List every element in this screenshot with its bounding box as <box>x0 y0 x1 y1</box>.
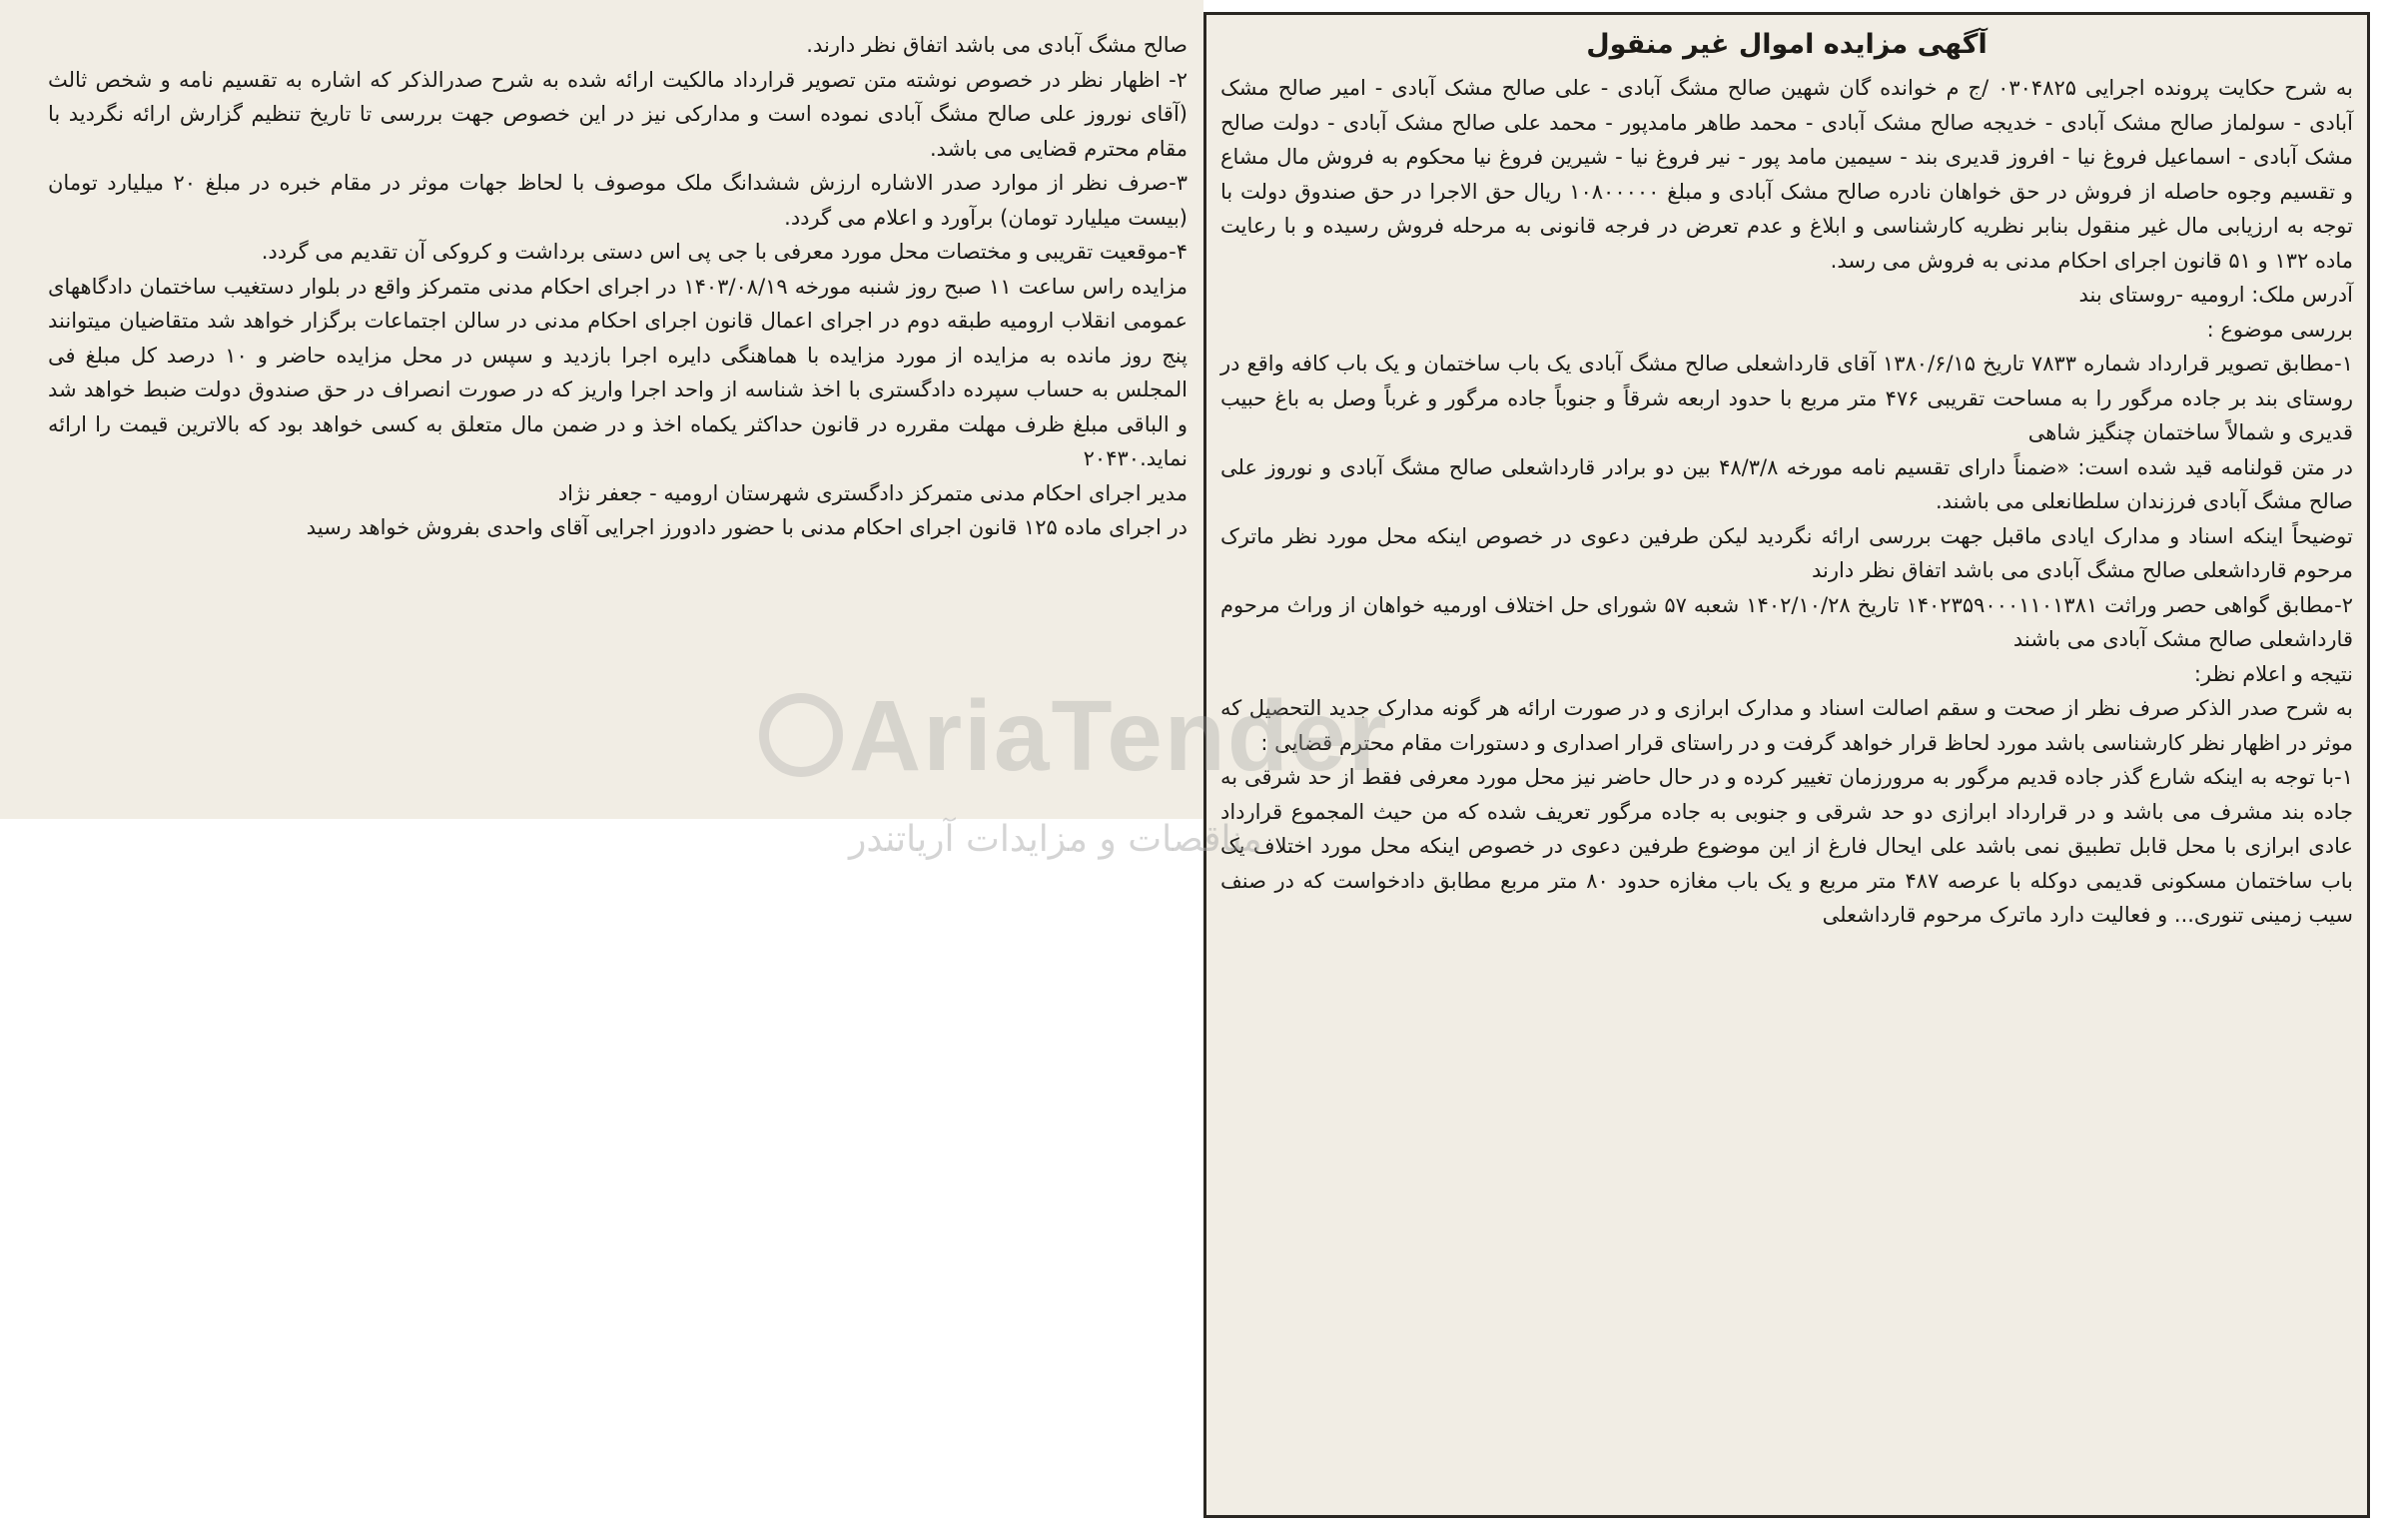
notice-title: آگهی مزایده اموال غیر منقول <box>1586 29 1987 60</box>
review-item-2: ۲-مطابق گواهی حصر وراثت ۱۴۰۲۳۵۹۰۰۰۱۱۰۱۳۸۱ تاریخ ۱۴۰۲/۱۰/۲۸ شعبه ۵۷ شورای حل اختلاف اورمیه خواهان از وراث مرحوم قارداشعلی صالح مشک آبادی می باشند <box>1220 592 2353 651</box>
conclusion-item-4: ۴-موقعیت تقریبی و مختصات محل مورد معرفی با جی پی اس دستی برداشت و کروکی آن تقدیم می گردد. <box>261 240 1188 264</box>
auction-details-paragraph: مزایده راس ساعت ۱۱ صبح روز شنبه مورخه ۱۴۰۳/۰۸/۱۹ در اجرای احکام مدنی متمرکز واقع در بلوار دستغیب ساختمان دادگاههای عمومی انقلاب ارومیه طبقه دوم در اجرای اعمال قانون اجرای احکام مدنی در سالن اجتماعات برگزار خواهد شد متقاضیان میتوانند پنج روز مانده به مزایده از مورد مزایده با هماهنگی دایره اجرا بازدید و سپس در محل مزایده حاضر و ۱۰ درصد کل مبلغ فی المجلس به حساب سپرده دادگستری با اخذ شناسه از واحد اجرا واریز که در صورت انصراف در حق صندوق دولت ضبط خواهد شد و الباقی مبلغ ظرف مهلت مقرره در قانون حداکثر یکماه اخذ و در ضمن مال متعلق به کسی خواهد بود که بالاترین قیمت را ارائه نماید.۲۰۴۳۰ <box>48 274 1189 470</box>
case-summary-paragraph: به شرح حکایت پرونده اجرایی ۰۳۰۴۸۲۵ /ج م خوانده گان شهین صالح مشگ آبادی - علی صالح مشک آبادی - امیر صالح مشک آبادی - سولماز صالح مشک آبادی - خدیجه صالح مشک آبادی - محمد طاهر مامدپور - محمد علی صالح مشک آبادی - دولت صالح مشک آبادی - اسماعیل فروغ نیا - افروز قدیری بند - سیمین مامد پور - نیر فروغ نیا - شیرین فروغ نیا محکوم به فروش مال مشاع و تقسیم وجوه حاصله از فروش در حق خواهان نادره صالح مشک آبادی و مبلغ ۱۰۸۰۰۰۰۰ ریال حق الاجرا در حق صندوق دولت با توجه به ارزیابی مال غیر منقول بنابر نظریه کارشناسی و ابلاغ و عدم تعرض در فرجه قانونی به مرحله فروش رسیده و با رعایت ماده ۱۳۲ و ۵۱ قانون اجرای احکام مدنی به فروش می رسد. <box>1220 76 2354 273</box>
property-address: آدرس ملک: ارومیه -روستای بند <box>2078 283 2353 307</box>
auction-notice-left-column <box>0 0 1203 819</box>
contract-note-paragraph: در متن قولنامه قید شده است: «ضمناً دارای تقسیم نامه مورخه ۴۸/۳/۸ بین دو برادر قارداشعلی صالح مشگ آبادی و نوروز علی صالح مشگ آبادی فرزندان سلطانعلی می باشند. <box>1220 454 2353 513</box>
signature-line: مدیر اجرای احکام مدنی متمرکز دادگستری شهرستان ارومیه - جعفر نژاد <box>557 480 1188 505</box>
clarification-paragraph: توضیحاً اینکه اسناد و مدارک ایادی ماقبل جهت بررسی ارائه نگردید لیکن طرفین دعوی در خصوص اینکه محل مورد نظر ماترک مرحوم قارداشعلی صالح مشگ آبادی می باشد اتفاق نظر دارند <box>1220 523 2353 582</box>
conclusion-paragraph: به شرح صدر الذکر صرف نظر از صحت و سقم اصالت اسناد و مدارک ابرازی و در صورت ارائه هر گونه مدارک جدید التحصیل که موثر در اظهار نظر کارشناسی باشد مورد لحاظ قرار خواهد گرفت و در راستای قرار اصداری و دستورات مقام محترم قضایی : <box>1220 696 2353 755</box>
execution-note: در اجرای ماده ۱۲۵ قانون اجرای احکام مدنی با حضور دادورز اجرایی آقای واحدی بفروش خواهد رسید <box>306 515 1188 539</box>
conclusion-item-2: ۲- اظهار نظر در خصوص نوشته متن تصویر قرارداد مالکیت ارائه شده به شرح صدرالذکر که اشاره به تقسیم نامه و شخص ثالث (آقای نوروز علی صالح مشگ آبادی نموده است و مدارکی نیز در این خصوص جهت بررسی تا تاریخ تنظیم گزارش ارائه نگردید با مقام محترم قضایی می باشد. <box>48 67 1188 161</box>
watermark-brand: AriaTender <box>849 680 1389 792</box>
review-item-1: ۱-مطابق تصویر قرارداد شماره ۷۸۳۳ تاریخ ۱۳۸۰/۶/۱۵ آقای قارداشعلی صالح مشگ آبادی یک باب ساختمان و یک باب کافه واقع در روستای بند بر جاده مرگور را به مساحت تقریبی ۴۷۶ متر مربع با حدود اربعه شرقاً و جنوباً جاده مرگور و غرباً وصل به باغ حبیب قدیری و شمالاً ساختمان چنگیز شاهی <box>1220 352 2354 444</box>
review-heading: بررسی موضوع : <box>2206 317 2353 342</box>
conclusion-item-3: ۳-صرف نظر از موارد صدر الاشاره ارزش ششدانگ ملک موصوف با لحاظ جهات موثر در مقام خبره در مبلغ ۲۰ میلیارد تومان (بیست میلیارد تومان) برآورد و اعلام می گردد. <box>48 171 1188 230</box>
watermark-brand-persian: مناقصات و مزایدات آریاتندر <box>849 819 1262 860</box>
conclusion-heading: نتیجه و اعلام نظر: <box>2193 661 2353 686</box>
continuation-paragraph: صالح مشگ آبادی می باشد اتفاق نظر دارند. <box>806 33 1188 57</box>
auction-notice-right-column <box>1203 12 2370 1518</box>
conclusion-item-1: ۱-با توجه به اینکه شارع گذر جاده قدیم مرگور به مرورزمان تغییر کرده و در حال حاضر نیز محل مورد معرفی فقط از حد شرقی به جاده بند مشرف می باشد و در قرارداد ابرازی دو حد شرقی و جنوبی به جاده مرگور تعریف شده که من حیث المجموع قرارداد عادی ابرازی با محل قابل تطبیق نمی باشد علی ایحال فارغ از این موضوع طرفین دعوی در خصوص اینکه محل مورد اختلاف یک باب ساختمان مسکونی قدیمی دوکله با عرصه ۴۸۷ متر مربع و یک باب مغازه حدود ۸۰ متر مربع مطابق دادخواست که در صنف سیب زمینی تنوری... و فعالیت دارد ماترک مرحوم قارداشعلی <box>1220 765 2354 927</box>
